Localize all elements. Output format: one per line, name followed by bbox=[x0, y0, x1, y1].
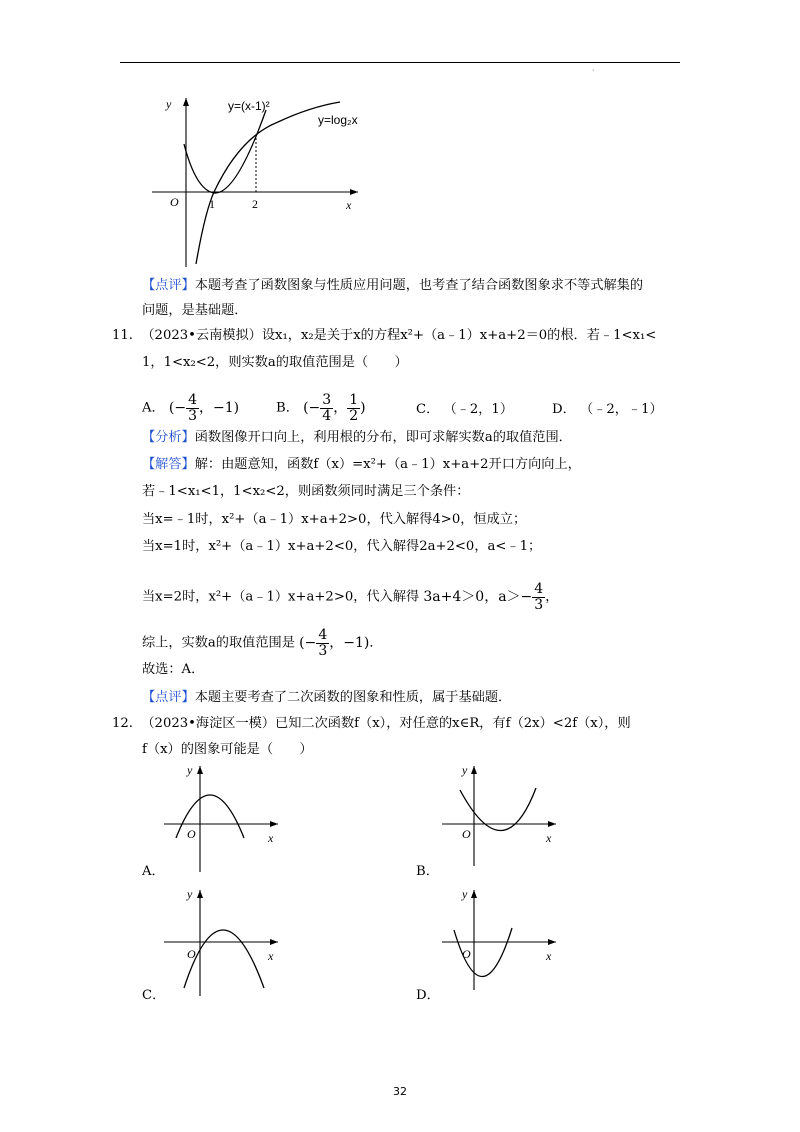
q12-c-y: y bbox=[187, 887, 193, 901]
q12-graph-a bbox=[160, 762, 290, 874]
q12-d-origin: O bbox=[462, 947, 471, 961]
header-rule bbox=[120, 62, 680, 63]
q12-d-x: x bbox=[546, 949, 552, 963]
q10-comment-text1: 本题考查了函数图象与性质应用问题，也考查了结合函数图象求不等式解集的 bbox=[194, 278, 644, 293]
q11-solution-line3: 当x=﹣1时，x²+（a﹣1）x+a+2>0，代入解得4>0，恒成立； bbox=[142, 512, 527, 527]
q12-graph-b bbox=[440, 762, 570, 874]
q11-solution-tag: 【解答】 bbox=[142, 457, 195, 472]
q12-d-y: y bbox=[462, 887, 468, 901]
fig-tick-1: 1 bbox=[209, 197, 215, 211]
q12-b-x: x bbox=[546, 831, 552, 845]
q12-stem-line2: f（x）的图象可能是（ ） bbox=[142, 742, 313, 757]
q12-a-origin: O bbox=[187, 827, 196, 841]
q12-graph-c bbox=[160, 886, 290, 998]
header-dot: · bbox=[592, 66, 595, 75]
q11-option-b-label: B． bbox=[276, 400, 299, 416]
q12-c-origin: O bbox=[187, 947, 196, 961]
fig-x-label: x bbox=[346, 198, 352, 212]
q11-comment-text: 本题主要考查了二次函数的图象和性质，属于基础题． bbox=[194, 690, 512, 705]
q12-number: 12. bbox=[112, 716, 133, 731]
q12-option-a-label: A． bbox=[142, 864, 165, 879]
q12-a-y: y bbox=[187, 763, 193, 777]
page-number: 32 bbox=[393, 1085, 407, 1098]
q11-analysis-text: 函数图像开口向上，利用根的分布，即可求解实数a的取值范围． bbox=[194, 430, 572, 445]
q11-analysis-tag: 【分析】 bbox=[142, 430, 195, 445]
q12-option-c-label: C． bbox=[142, 988, 166, 1003]
q11-option-d-label: D． bbox=[552, 402, 576, 417]
fig-curve2-label: y=log₂x bbox=[318, 113, 358, 127]
fig-origin: O bbox=[170, 195, 179, 209]
fig-y-label: y bbox=[166, 97, 172, 111]
q12-graph-d bbox=[440, 886, 570, 998]
q11-option-d bbox=[552, 400, 663, 420]
q11-comment bbox=[142, 688, 511, 708]
q10-comment-line2: 问题，是基础题． bbox=[142, 303, 248, 318]
q11-stem-line1 bbox=[112, 326, 656, 346]
q11-option-c-text: （﹣2，1） bbox=[443, 402, 514, 417]
q11-option-c bbox=[416, 400, 513, 420]
q11-solution-line2: 若﹣1<x₁<1，1<x₂<2，则函数须同时满足三个条件： bbox=[142, 484, 470, 499]
q11-choice: 故选：A． bbox=[142, 662, 205, 677]
q11-solution-line1 bbox=[142, 455, 581, 475]
q11-stem-line2: 1，1<x₂<2，则实数a的取值范围是（ ） bbox=[142, 355, 408, 370]
q12-stem-line1 bbox=[112, 714, 631, 734]
q11-option-a: A． (− $\frac{4}{3}$ ，−1) bbox=[142, 391, 240, 424]
q12-b-origin: O bbox=[462, 827, 471, 841]
q11-solution-text1: 解：由题意知，函数f（x）=x²+（a﹣1）x+a+2开口方向向上， bbox=[194, 457, 581, 472]
q12-c-x: x bbox=[268, 949, 274, 963]
q11-analysis bbox=[142, 428, 572, 448]
q12-a-x: x bbox=[268, 831, 274, 845]
q11-solution-line5: 当x=2时，x²+（a﹣1）x+a+2>0，代入解得 3a+4＞0，a＞− $\frac{4}{3}$ ， bbox=[142, 580, 559, 613]
q11-comment-tag: 【点评】 bbox=[142, 690, 195, 705]
q12-b-y: y bbox=[462, 763, 468, 777]
q12-option-b-label: B． bbox=[416, 864, 439, 879]
q12-option-d-label: D． bbox=[416, 988, 440, 1003]
q11-option-a-label: A． bbox=[142, 400, 165, 416]
figure-log-vs-parabola bbox=[150, 92, 370, 272]
q11-summary: 综上，实数a的取值范围是 (− $\frac{4}{3}$ ，−1)． bbox=[142, 626, 383, 659]
q10-comment-tag: 【点评】 bbox=[142, 278, 195, 293]
fig-tick-2: 2 bbox=[252, 197, 258, 211]
q11-stem-text1: （2023•云南模拟）设x₁，x₂是关于x的方程x²+（a﹣1）x+a+2＝0的根．若﹣1<x₁< bbox=[141, 328, 657, 343]
q12-stem-text1: （2023•海淀区一模）已知二次函数f（x），对任意的x∈R，有f（2x）<2f（x），则 bbox=[141, 716, 631, 731]
q11-number: 11. bbox=[112, 328, 133, 343]
q10-comment-line1 bbox=[142, 276, 643, 296]
fig-curve1-label: y=(x-1)² bbox=[228, 99, 270, 113]
q11-option-d-text: （﹣2，﹣1） bbox=[579, 402, 663, 417]
q11-option-c-label: C． bbox=[416, 402, 440, 417]
q11-option-b: B． (− $\frac{3}{4}$ ， $\frac{1}{2}$ ) bbox=[276, 391, 366, 424]
q11-solution-line4: 当x=1时，x²+（a﹣1）x+a+2<0，代入解得2a+2<0，a<﹣1； bbox=[142, 539, 542, 554]
